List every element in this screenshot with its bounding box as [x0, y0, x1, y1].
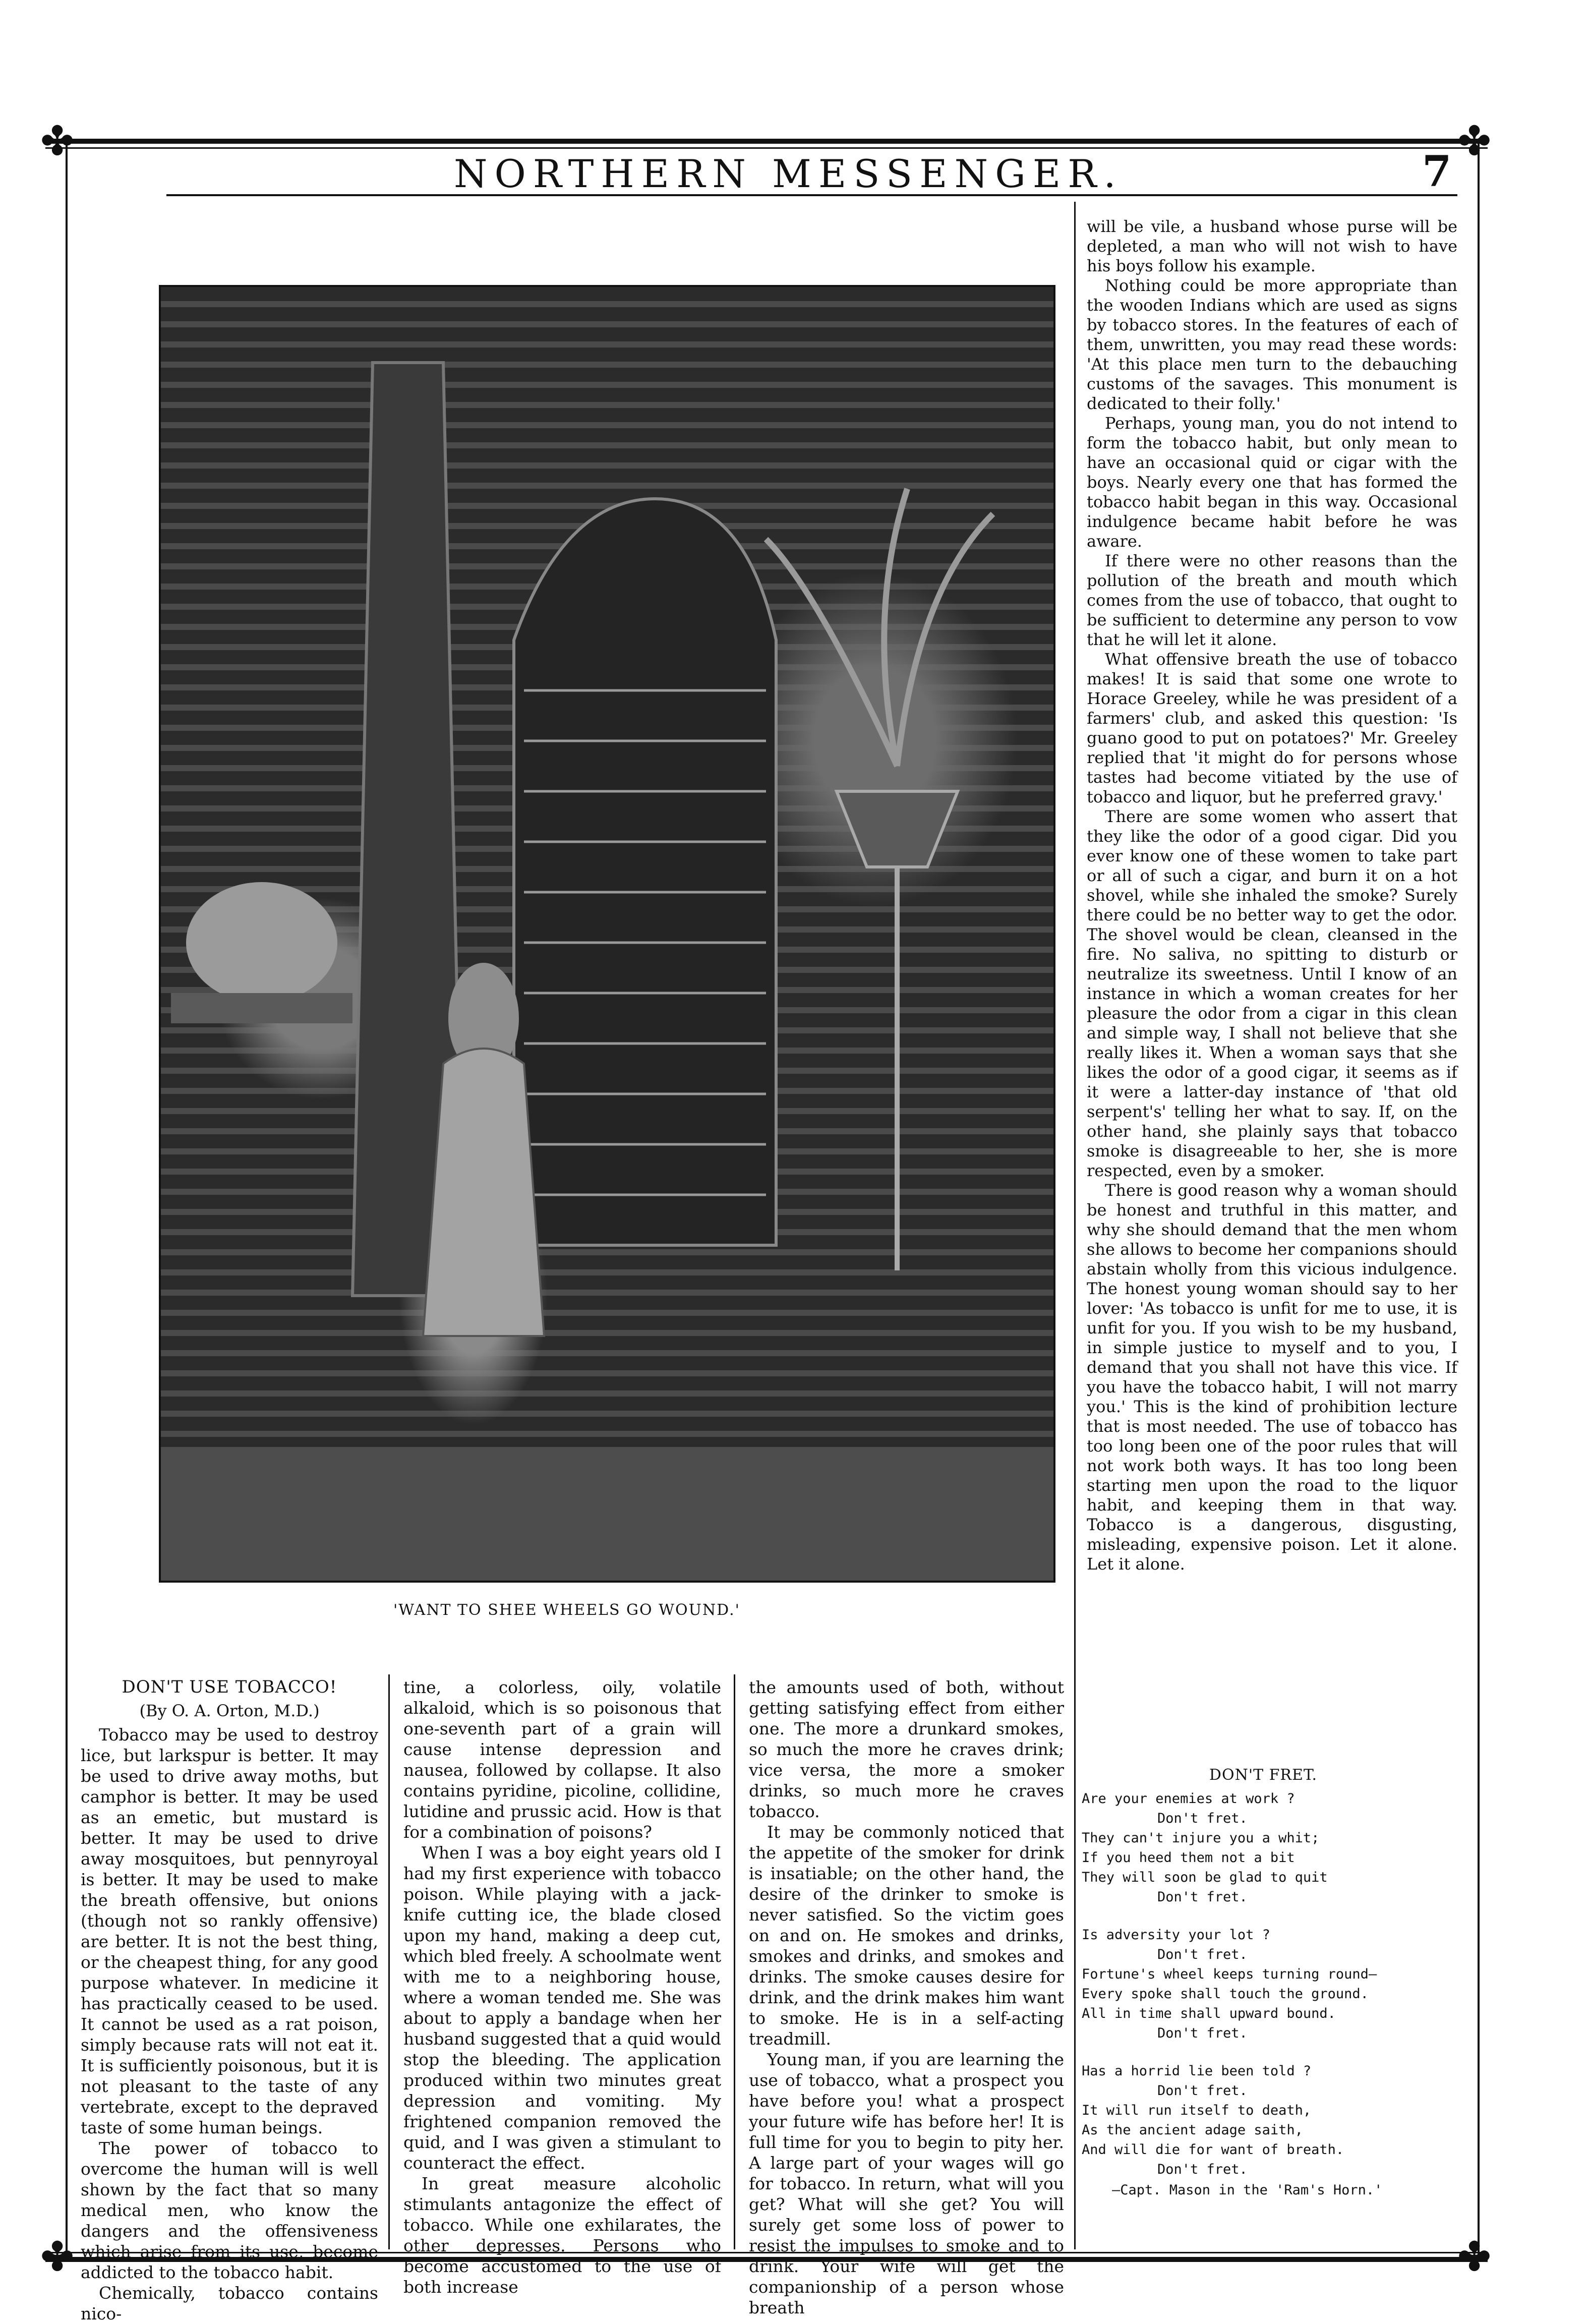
poem-line: All in time shall upward bound. [1082, 2006, 1336, 2021]
corner-ornament-icon: ✤ [40, 2233, 75, 2280]
article-paragraph: Chemically, tobacco contains nico- [81, 2283, 378, 2323]
article-column-1 [81, 1677, 378, 2324]
poem-refrain: Don't fret. [1157, 1947, 1248, 1962]
poem-line: It will run itself to death, [1082, 2103, 1312, 2118]
article-column-3 [749, 1677, 1064, 2318]
poem-line: Every spoke shall touch the ground. [1082, 1986, 1369, 2002]
article-paragraph: will be vile, a husband whose purse will be depleted, a man who will not wish to have his boys follow his example. [1087, 217, 1457, 275]
column-divider-3 [1074, 1705, 1076, 2249]
poem-line: They will soon be glad to quit [1082, 1870, 1328, 1885]
right-border-rule [1478, 144, 1480, 2257]
engraving-illustration [159, 285, 1055, 1583]
article-paragraph: Tobacco may be used to destroy lice, but larkspur is better. It may be used to drive away moths, but camphor is better. It may be used as an emetic, but mustard is better. It may be used to drive away mosquitoes, but pennyroyal is better. It may be used to make the breath offensive, but onions (though not so rankly offensive) are better. It is not the best thing, or the cheapest thing, for any good purpose whatever. In medicine it has practically ceased to be used. It cannot be used as a rat poison, simply because rats will not eat it. It is sufficiently poisonous, but it is not pleasant to the taste of any vertebrate, except to the depraved taste of some human beings. [81, 1725, 378, 2137]
article-paragraph: There is good reason why a woman should be honest and truthful in this matter, and why she should demand that the men whom she allows to become her companions should abstain wholly from this vicious indulgence. The honest young woman should say to her lover: 'As tobacco is unfit for me to use, it is unfit for you. If you wish to be my husband, in simple justice to myself and to you, I demand that you shall not have this vice. If you have the tobacco habit, I will not marry you.' This is the kind of prohibition lecture that is most needed. The use of tobacco has too long been one of the poor rules that will not work both ways. It has too long been starting men upon the road to the liquor habit, and keeping them in that way. Tobacco is a dangerous, disgusting, misleading, expensive poison. Let it alone. Let it alone. [1087, 1181, 1457, 1574]
column-divider-2 [734, 1674, 735, 2249]
column-divider-illustration [1074, 202, 1076, 1705]
poem-line: As the ancient adage saith, [1082, 2122, 1303, 2138]
article-paragraph: Nothing could be more appropriate than the wooden Indians which are used as signs by tobacco stores. In the features of each of them, unwritten, you may read these words: 'At this place men turn to the debauching customs of the savages. This monument is dedicated to their folly.' [1087, 276, 1457, 413]
article-paragraph: the amounts used of both, without getting satisfying effect from either one. The more a drunkard smokes, so much the more he craves drink; vice versa, the more a smoker drinks, so much more he craves tobacco. [749, 1677, 1064, 1821]
poem-line: And will die for want of breath. [1082, 2142, 1344, 2158]
article-paragraph: When I was a boy eight years old I had my first experience with tobacco poison. While playing with a jack-knife cutting ice, the blade closed upon my hand, making a deep cut, which bled freely. A schoolmate went with me to a neighboring house, where a woman tended me. She was about to apply a bandage when her husband suggested that a quid would stop the bleeding. The application produced within two minutes great depression and vomiting. My frightened companion removed the quid, and I was given a stimulant to counteract the effect. [403, 1843, 721, 2173]
corner-ornament-icon: ✤ [40, 118, 75, 164]
article-byline: (By O. A. Orton, M.D.) [139, 1701, 320, 1720]
poem-line: They can't injure you a whit; [1082, 1830, 1320, 1846]
poem-refrain: Don't fret. [1157, 2162, 1248, 2177]
article-title: DON'T USE TOBACCO! [122, 1677, 337, 1697]
article-paragraph: If there were no other reasons than the pollution of the breath and mouth which comes from the use of tobacco, that ought to be sufficient to determine any person to vow that he will let it alone. [1087, 551, 1457, 649]
column-divider-1 [388, 1674, 390, 2249]
article-paragraph: The power of tobacco to overcome the human will is well shown by the fact that so many medical men, who know the dangers and the offensiveness which arise from its use, become addicted to the tobacco habit. [81, 2138, 378, 2282]
article-paragraph: There are some women who assert that they like the odor of a good cigar. Did you ever know one of these women to take part or all of such a cigar, and burn it on a hot shovel, while she inhaled the smoke? Surely there could be no better way to get the odor. The shovel would be clean, cleansed in the fire. No saliva, no spitting to disturb or neutralize its sweetness. Until I know of an instance in which a woman creates for her pleasure the odor from a cigar in this clean and simple way, I shall not believe that she really likes it. When a woman says that she likes the odor of a good cigar, it seems as if it were a latter-day instance of 'that old serpent's' telling her what to say. If, on the other hand, she plainly says that tobacco smoke is disagreeable to her, she is more respected, even by a smoker. [1087, 807, 1457, 1180]
corner-ornament-icon: ✤ [1457, 2233, 1492, 2280]
poem-line: Is adversity your lot ? [1082, 1927, 1270, 1943]
article-paragraph: tine, a colorless, oily, volatile alkaloid, which is so poisonous that one-seventh part of a grain will cause intense depression and nausea, followed by collapse. It also contains pyridine, picoline, collidine, lutidine and prussic acid. How is that for a combination of poisons? [403, 1677, 721, 1842]
article-paragraph: In great measure alcoholic stimulants antagonize the effect of tobacco. While one exhilarates, the other depresses. Persons who become accustomed to the use of both increase [403, 2174, 721, 2297]
article-column-4 [1087, 217, 1457, 1574]
article-paragraph: It may be commonly noticed that the appetite of the smoker for drink is insatiable; on the other hand, the desire of the drinker to smoke is never satisfied. So the victim goes on and on. He smokes and drinks, smokes and drinks, and smokes and drinks. The smoke causes desire for drink, and the drink makes him want to smoke. He is in a self-acting treadmill. [749, 1822, 1064, 2049]
article-column-2 [403, 1677, 721, 2297]
poem-dont-fret [1082, 1765, 1445, 2200]
top-border-rule [45, 139, 1488, 144]
corner-ornament-icon: ✤ [1457, 118, 1492, 164]
article-paragraph: Young man, if you are learning the use of tobacco, what a prospect you have before you! what a prospect your future wife has before her! It is full time for you to begin to pity her. A large part of your wages will go for tobacco. In return, what will you get? What will she get? You will surely get some loss of power to resist the impulses to smoke and to drink. Your wife will get the companionship of a person whose breath [749, 2050, 1064, 2317]
top-border-rule-inner [45, 147, 1488, 149]
poem-refrain: Don't fret. [1157, 2025, 1248, 2041]
poem-refrain: Don't fret. [1157, 1811, 1248, 1826]
staircase-scene-drawing [161, 287, 1053, 1581]
poem-line: If you heed them not a bit [1082, 1850, 1295, 1866]
poem-refrain: Don't fret. [1157, 1889, 1248, 1905]
masthead-title: NORTHERN MESSENGER. [454, 151, 1123, 196]
article-paragraph: Perhaps, young man, you do not intend to form the tobacco habit, but only mean to have an occasional quid or cigar with the boys. Nearly every one that has formed the tobacco habit began in this way. Occasional indulgence became habit before he was aware. [1087, 414, 1457, 551]
illustration-caption: 'WANT TO SHEE WHEELS GO WOUND.' [393, 1601, 740, 1619]
poem-title: DON'T FRET. [1209, 1766, 1318, 1784]
poem-line: Are your enemies at work ? [1082, 1791, 1295, 1807]
poem-attribution: —Capt. Mason in the 'Ram's Horn.' [1112, 2182, 1383, 2198]
poem-refrain: Don't fret. [1157, 2083, 1248, 2099]
left-border-rule [66, 144, 68, 2257]
page-number: 7 [1422, 146, 1452, 196]
article-paragraph: What offensive breath the use of tobacco makes! It is said that some one wrote to Horace Greeley, while he was president of a farmers' club, and asked this question: 'Is guano good to put on potatoes?' Mr. Greeley replied that 'it might do for persons whose tastes had become vitiated by the use of tobacco and liquor, but he preferred gravy.' [1087, 650, 1457, 806]
poem-line: Fortune's wheel keeps turning round— [1082, 1966, 1377, 1982]
poem-line: Has a horrid lie been told ? [1082, 2063, 1312, 2079]
